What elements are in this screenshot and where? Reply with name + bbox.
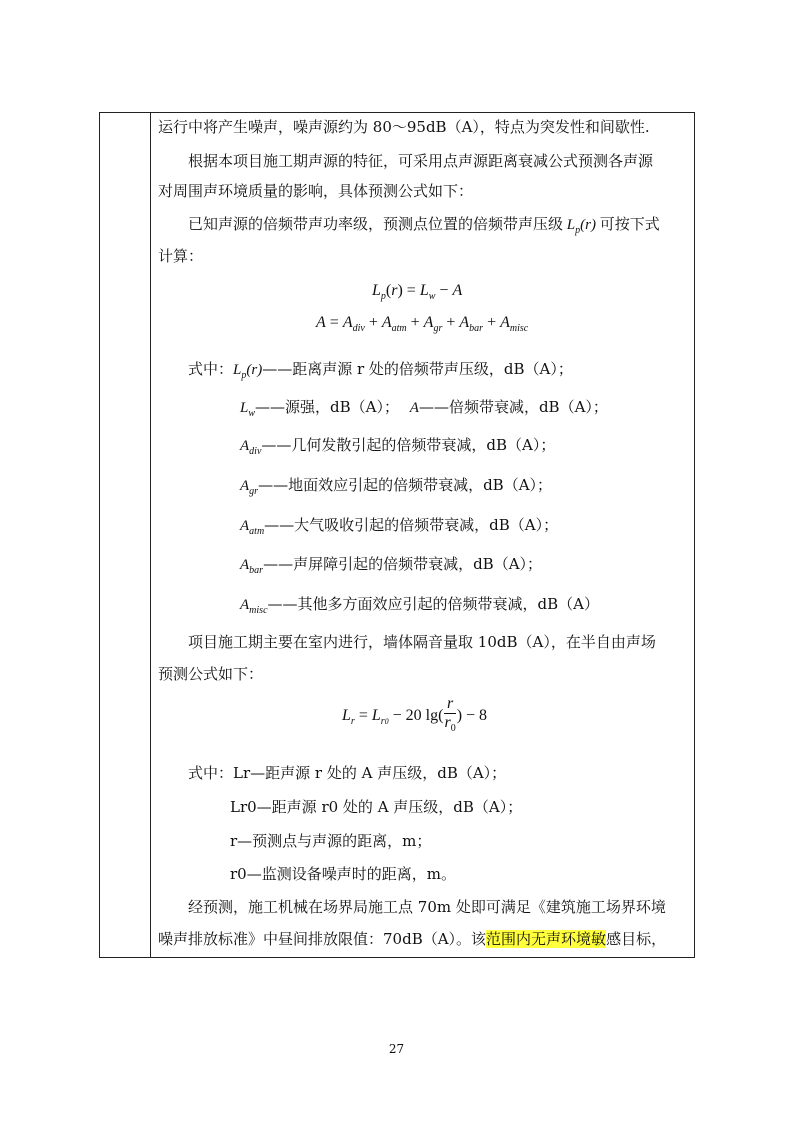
definition-line bbox=[240, 514, 558, 543]
definition-line: Lr0—距声源 r0 处的 A 声压级，dB（A）； bbox=[230, 798, 523, 816]
definition-line bbox=[240, 593, 599, 622]
definition-line bbox=[240, 474, 552, 503]
text-segment: ——距离声源 r 处的倍频带声压级，dB（A）； bbox=[262, 360, 573, 378]
paragraph-line: 经预测，施工机械在场界局施工点 70m 处即可满足《建筑施工场界环境 bbox=[188, 898, 666, 916]
formula-symbol: $A_{bar}$ bbox=[240, 557, 264, 576]
fraction-r-r0: $\frac{r}{r_0}$ bbox=[444, 695, 456, 734]
text-segment: ——几何发散引起的倍频带衰减，dB（A）； bbox=[261, 436, 556, 454]
text-segment: 式中： bbox=[188, 360, 234, 378]
paragraph-line: 对周围声环境质量的影响，具体预测公式如下： bbox=[158, 182, 474, 200]
highlighted-text: 范围内无声环境敏 bbox=[486, 930, 607, 948]
definition-line bbox=[240, 396, 608, 425]
formula-symbol: $A_{misc}$ bbox=[240, 597, 268, 616]
formula-symbol: $L_w$ bbox=[240, 400, 256, 419]
text-segment: 已知声源的倍频带声功率级，预测点位置的倍频带声压级 bbox=[188, 215, 564, 233]
text-segment: Lr—距声源 r 处的 A 声压级，dB（A）； bbox=[233, 764, 507, 782]
formula-symbol: $L_p(r)$ bbox=[563, 217, 600, 236]
text-segment: ——大气吸收引起的倍频带衰减，dB（A）； bbox=[264, 516, 559, 534]
page-number: 27 bbox=[388, 1042, 405, 1056]
paragraph-line: 运行中将产生噪声，噪声源约为 80～95dB（A），特点为突发性和间歇性. bbox=[158, 118, 650, 136]
text-segment: ——其他多方面效应引起的倍频带衰减，dB（A） bbox=[267, 595, 599, 613]
paragraph-line bbox=[188, 213, 660, 242]
text-segment: 式中： bbox=[188, 764, 234, 782]
paragraph-line: 计算： bbox=[158, 247, 204, 265]
paragraph-line: 预测公式如下： bbox=[158, 665, 264, 683]
table-left-column bbox=[100, 113, 151, 957]
definition-line: r0—监测设备噪声时的距离，m。 bbox=[230, 865, 456, 883]
formula-symbol: $A_{atm}$ bbox=[240, 518, 265, 537]
formula-lr: $L_r = L_{r0} - 20$ lg( $\frac{r}{r_0}$ ) − 8 bbox=[342, 695, 487, 738]
text-segment: ——声屏障引起的倍频带衰减，dB（A）； bbox=[263, 555, 543, 573]
formula-lp: $L_p(r) = L_w - A$ bbox=[372, 282, 463, 302]
definition-line bbox=[188, 762, 506, 784]
definition-line bbox=[240, 553, 542, 582]
definition-line bbox=[188, 358, 573, 387]
paragraph-line bbox=[158, 928, 666, 950]
text-segment: ——地面效应引起的倍频带衰减，dB（A）； bbox=[258, 476, 553, 494]
text-segment: 噪声排放标准》中昼间排放限值：70dB（A）。该 bbox=[158, 930, 487, 948]
formula-attenuation: $A = A_{div} + A_{atm} + A_{gr} + A_{bar} + A_{misc}$ bbox=[316, 314, 529, 334]
formula-symbol: $L_p(r)$ bbox=[233, 362, 263, 381]
formula-symbol: A bbox=[409, 400, 419, 416]
definition-line: r—预测点与声源的距离，m； bbox=[230, 832, 432, 850]
paragraph-line: 根据本项目施工期声源的特征，可采用点声源距离衰减公式预测各声源 bbox=[188, 152, 654, 170]
text-segment: 感目标， bbox=[606, 930, 667, 948]
definition-line bbox=[240, 434, 555, 463]
paragraph-line: 项目施工期主要在室内进行，墙体隔音量取 10dB（A），在半自由声场 bbox=[188, 633, 656, 651]
text-segment: 可按下式 bbox=[599, 215, 660, 233]
formula-symbol: $A_{div}$ bbox=[240, 438, 262, 457]
formula-symbol: $A_{gr}$ bbox=[240, 478, 259, 497]
text-segment: ——源强，dB（A）； bbox=[255, 398, 399, 416]
text-segment: ——倍频带衰减，dB（A）； bbox=[418, 398, 608, 416]
